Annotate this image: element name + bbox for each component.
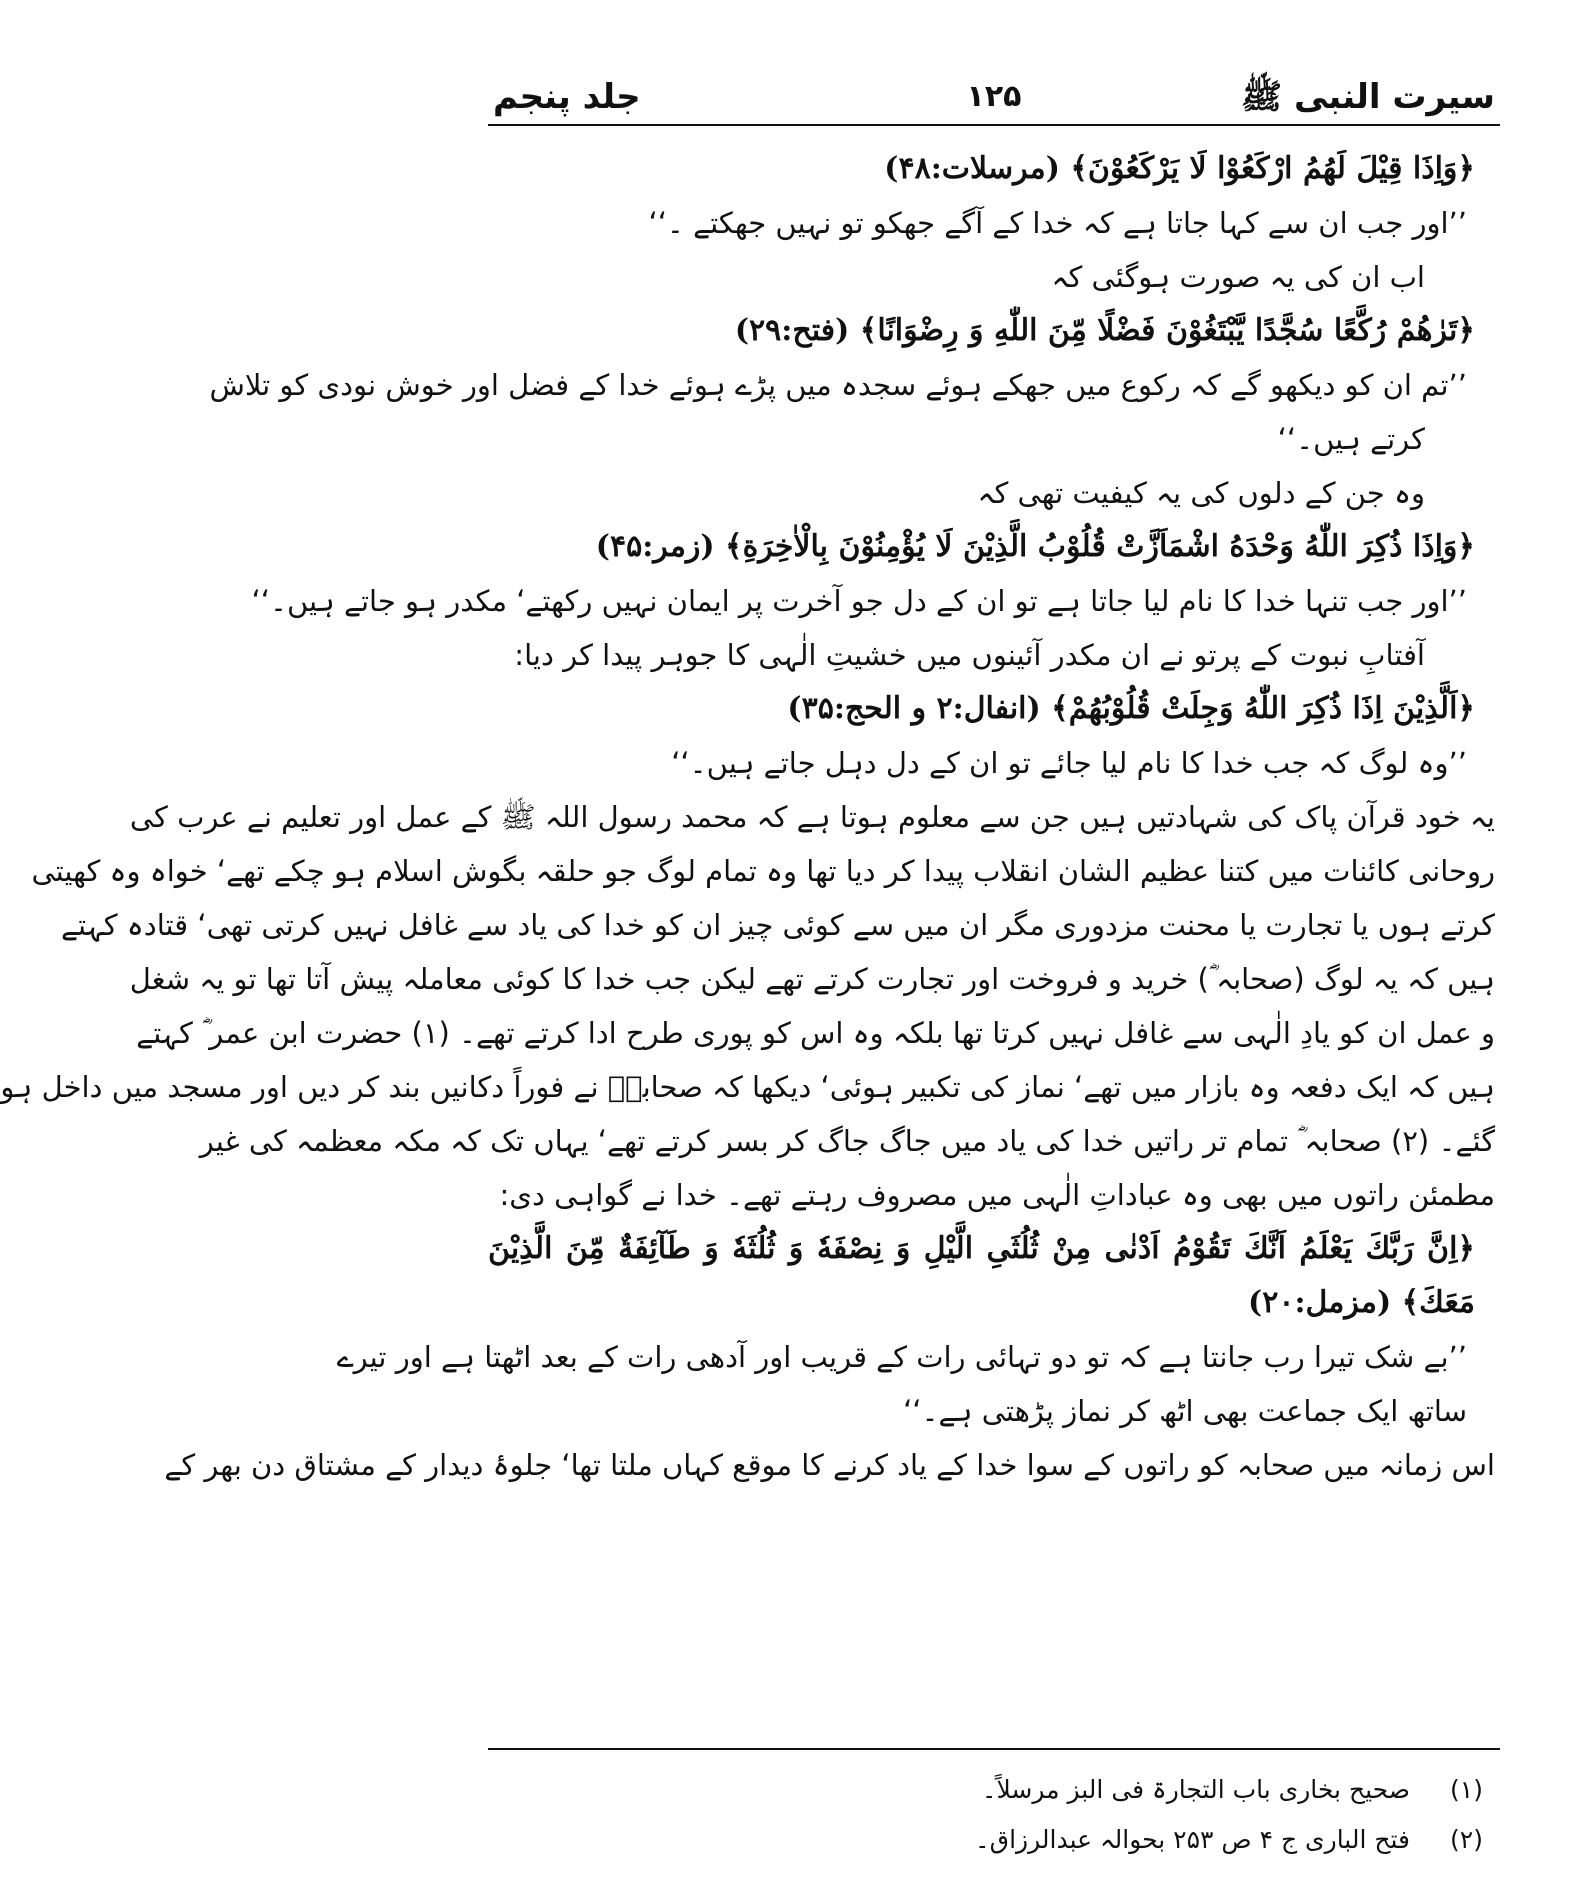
footnote-number: (۱) xyxy=(1450,1775,1483,1804)
quran-verse: مَعَكَ﴾ (مزمل:۲۰) xyxy=(1248,1285,1475,1320)
footnote xyxy=(488,1765,1495,1815)
footnote-rule xyxy=(488,1748,1500,1750)
footnote xyxy=(488,1815,1495,1865)
book-title: سیرت النبی ﷺ xyxy=(1241,77,1495,117)
paragraph-line: مطمئن راتوں میں بھی وہ عباداتِ الٰہی میں مصروف رہتے تھے۔ خدا نے گواہی دی: xyxy=(499,1178,1495,1212)
volume-label: جلد پنجم xyxy=(493,77,641,117)
paragraph-line: ہیں کہ یہ لوگ (صحابہ ؓ) خرید و فروخت اور تجارت کرتے تھے لیکن جب خدا کا کوئی معاملہ پیش آتا تھا تو یہ شغل xyxy=(129,962,1495,996)
text-line: آفتابِ نبوت کے پرتو نے ان مکدر آئینوں میں خشیتِ الٰہی کا جوہر پیدا کر دیا: xyxy=(514,638,1425,672)
footnotes xyxy=(488,1765,1495,1865)
quran-verse: ﴿وَاِذَا ذُكِرَ اللّٰهُ وَحْدَهُ اشْمَاَزَّتْ قُلُوْبُ الَّذِیْنَ لَا یُؤْمِنُوْنَ بِالْاٰخِرَةِ﴾ (زمر:۴۵) xyxy=(595,529,1475,564)
paragraph-line: یہ خود قرآن پاک کی شہادتیں ہیں جن سے معلوم ہوتا ہے کہ محمد رسول اللہ ﷺ کے عمل اور تعلیم نے عرب کی xyxy=(129,800,1495,834)
main-text xyxy=(0,142,1495,1737)
translation-line: کرتے ہیں۔‘‘ xyxy=(1277,422,1425,456)
quran-verse: ﴿اِنَّ رَبَّكَ یَعْلَمُ اَنَّكَ تَقُوْمُ اَدْنٰى مِنْ ثُلُثَیِ الَّیْلِ وَ نِصْفَهٗ وَ ثُلُثَهٗ وَ طَآئِفَةٌ مِّنَ الَّذِیْنَ xyxy=(488,1231,1475,1266)
translation-line: ’’اور جب ان سے کہا جاتا ہے کہ خدا کے آگے جھکو تو نہیں جھکتے ۔‘‘ xyxy=(648,206,1467,240)
paragraph-line: کرتے ہوں یا تجارت یا محنت مزدوری مگر ان میں سے کوئی چیز ان کو خدا کی یاد سے غافل نہیں کرتی تھی‘ قتادہ کہتے xyxy=(61,908,1495,942)
translation-line: ’’تم ان کو دیکھو گے کہ رکوع میں جھکے ہوئے سجدہ میں پڑے ہوئے خدا کے فضل اور خوش نودی کو تلاش xyxy=(209,368,1467,402)
page-number: ۱۲۵ xyxy=(966,79,1022,114)
quran-verse: ﴿وَاِذَا قِیْلَ لَهُمُ ارْكَعُوْا لَا یَرْكَعُوْنَ﴾ (مرسلات:۴۸) xyxy=(884,151,1475,186)
footnote-text: فتح الباری ج ۴ ص ۲۵۳ بحوالہ عبدالرزاق۔ xyxy=(975,1825,1410,1854)
quran-verse: ﴿تَرٰهُمْ رُكَّعًا سُجَّدًا یَّبْتَغُوْنَ فَضْلًا مِّنَ اللّٰهِ وَ رِضْوَانًا﴾ (فتح:۲۹) xyxy=(734,313,1475,348)
footnote-number: (۲) xyxy=(1450,1825,1483,1854)
translation-line: ’’اور جب تنہا خدا کا نام لیا جاتا ہے تو ان کے دل جو آخرت پر ایمان نہیں رکھتے‘ مکدر ہو جاتے ہیں۔‘‘ xyxy=(251,584,1467,618)
quran-verse: ﴿اَلَّذِیْنَ اِذَا ذُكِرَ اللّٰهُ وَجِلَتْ قُلُوْبُهُمْ﴾ (انفال:۲ و الحج:۳۵) xyxy=(787,691,1475,726)
footnote-text: صحیح بخاری باب التجارۃ فی البز مرسلاً۔ xyxy=(981,1775,1410,1804)
translation-line: ساتھ ایک جماعت بھی اٹھ کر نماز پڑھتی ہے۔‘‘ xyxy=(903,1394,1467,1428)
header-rule xyxy=(488,124,1500,126)
paragraph-line: اس زمانہ میں صحابہ کو راتوں کے سوا خدا کے یاد کرنے کا موقع کہاں ملتا تھا‘ جلوۂ دیدار کے مشتاق دن بھر کے xyxy=(164,1448,1495,1482)
page-header xyxy=(493,72,1495,122)
translation-line: ’’وہ لوگ کہ جب خدا کا نام لیا جائے تو ان کے دل دہل جاتے ہیں۔‘‘ xyxy=(671,746,1467,780)
paragraph-line: و عمل ان کو یادِ الٰہی سے غافل نہیں کرتا تھا بلکہ وہ اس کو پوری طرح ادا کرتے تھے۔ (۱) حضرت ابن عمر ؓ کہتے xyxy=(136,1016,1495,1050)
translation-line: ’’بے شک تیرا رب جانتا ہے کہ تو دو تہائی رات کے قریب اور آدھی رات کے بعد اٹھتا ہے اور تیرے xyxy=(336,1340,1467,1374)
paragraph-line: ہیں کہ ایک دفعہ وہ بازار میں تھے‘ نماز کی تکبیر ہوئی‘ دیکھا کہ صحابہؓ نے فوراً دکانیں بند کر دیں اور مسجد میں داخل ہو xyxy=(0,1070,1495,1104)
paragraph-line: گئے۔ (۲) صحابہ ؓ تمام تر راتیں خدا کی یاد میں جاگ جاگ کر بسر کرتے تھے‘ یہاں تک کہ مکہ معظمہ کی غیر xyxy=(199,1124,1495,1158)
paragraph-line: روحانی کائنات میں کتنا عظیم الشان انقلاب پیدا کر دیا تھا وہ تمام لوگ جو حلقہ بگوش اسلام ہو چکے تھے‘ خواہ وہ کھیتی xyxy=(31,854,1495,888)
text-line: اب ان کی یہ صورت ہوگئی کہ xyxy=(1051,260,1425,294)
text-line: وہ جن کے دلوں کی یہ کیفیت تھی کہ xyxy=(977,476,1425,510)
